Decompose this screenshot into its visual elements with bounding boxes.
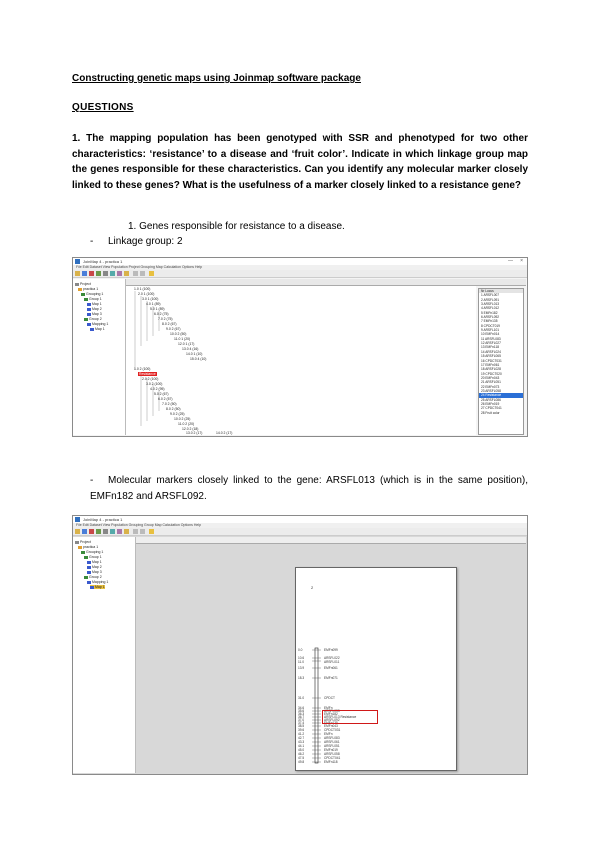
map-position: 18.3 (298, 676, 305, 680)
open-icon[interactable] (75, 271, 80, 276)
map-locus: ARSFL011 (324, 660, 340, 664)
tree-node[interactable]: 12.0 1 (17) (178, 342, 195, 346)
map-position: 42.7 (298, 736, 305, 740)
map-position: 43.3 (298, 740, 305, 744)
tree-item[interactable]: Group 1 (84, 555, 102, 559)
list-item[interactable]: 3 ARSFL013 (481, 302, 500, 307)
map-position: 0.0 (298, 648, 303, 652)
list-item[interactable]: 20 EMFn043 (481, 375, 500, 380)
map-position: 34.6 (298, 706, 305, 710)
markers-text: Molecular markers closely linked to the gene: ARSFL013 (which is in the same position), EMFn182 and ARSFL092. (90, 475, 528, 502)
tree-node[interactable]: 6.0 2 (57) (158, 397, 173, 401)
tree-item[interactable]: Map 2 (87, 307, 102, 311)
tree-node[interactable]: 15.0 4 (10) (190, 357, 207, 361)
joinmap-screenshot-mapchart (72, 515, 528, 775)
open-icon[interactable] (75, 529, 80, 534)
chromosome-bar (315, 648, 318, 763)
map-position: 10.6 (298, 656, 305, 660)
list-item[interactable]: 22 EMFn073 (481, 384, 500, 389)
list-header: Nr Locus (479, 289, 523, 293)
map-locus: CPDCT031 (324, 728, 341, 732)
page-title: Constructing genetic maps using Joinmap software package (72, 73, 361, 84)
map-locus: CPDCT (324, 696, 335, 700)
list-item[interactable]: 23 ARSFL058 (481, 388, 501, 393)
tree-item-selected[interactable]: Map 1 (90, 585, 105, 589)
tree-item[interactable]: Map 1 (87, 560, 102, 564)
map-locus: ARSFL061 (324, 740, 340, 744)
list-item[interactable]: 8 CPDCT019 (481, 323, 500, 328)
tree-node[interactable]: 7.0 2 (50) (162, 402, 177, 406)
map-position: 36.3 (298, 712, 305, 716)
list-item[interactable]: 26 EMFn019 (481, 401, 500, 406)
tree-item[interactable]: Map 2 (87, 565, 102, 569)
close-icon[interactable]: × (520, 258, 523, 264)
tree-node[interactable]: 7.0 2 (75) (158, 317, 173, 321)
tree-node[interactable]: 2.0 2 (100) (142, 377, 159, 381)
list-item[interactable]: 17 EMFn061 (481, 362, 500, 367)
map-locus: ARSFL083 (324, 736, 340, 740)
map-position: 41.2 (298, 732, 305, 736)
save-icon[interactable] (82, 271, 87, 276)
calculate-icon[interactable] (96, 529, 101, 534)
map-locus: EMFn019 (324, 748, 338, 752)
tree-node[interactable]: 8.0 2 (50) (166, 407, 181, 411)
tree-item[interactable]: Map 1 (90, 327, 105, 331)
refresh-icon[interactable] (110, 529, 115, 534)
answer-item-markers (90, 473, 528, 504)
map-locus: ARSFL013 Resistance (324, 715, 357, 719)
options-icon[interactable] (140, 271, 145, 276)
map-locus: ARSFL058 (324, 752, 340, 756)
map-position: 45.0 (298, 748, 305, 752)
tree-item[interactable]: Group 1 (84, 297, 102, 301)
bullet-dash: - (90, 236, 94, 247)
map-position: 49.8 (298, 760, 305, 764)
help-icon[interactable] (149, 271, 154, 276)
tree-node[interactable]: 10.0 2 (50) (170, 332, 187, 336)
resistance-highlight: Resistance (139, 372, 156, 376)
map-position: 37.0 (298, 718, 305, 722)
list-item[interactable]: 27 CPDCT041 (481, 406, 502, 411)
list-item[interactable]: 7 EMFn135 (481, 319, 498, 324)
map-position: 11.0 (298, 660, 304, 664)
list-item[interactable]: 15 ARSFL065 (481, 354, 501, 359)
map-locus: EMFn (324, 706, 333, 710)
list-item[interactable]: 4 ARSFL012 (481, 306, 500, 311)
list-item[interactable]: 9 ARSFL101 (481, 328, 500, 333)
tree-node[interactable]: 1.0 2 (100) (134, 367, 151, 371)
map-locus: EMFn099 (324, 648, 338, 652)
map-position: 31.0 (298, 696, 305, 700)
tree-node[interactable]: 8.0 2 (67) (162, 322, 177, 326)
joinmap-screenshot-grouping (72, 257, 528, 437)
map-locus: ARSFL033 (324, 709, 340, 713)
list-item[interactable]: 14 ARSFL024 (481, 349, 501, 354)
tree-item[interactable]: Project (75, 540, 91, 544)
app-icon (75, 517, 80, 522)
map-position: 46.2 (298, 752, 305, 756)
list-item[interactable]: 5 EMFn182 (481, 310, 498, 315)
tree-node[interactable]: 5.0 2 (67) (154, 392, 169, 396)
window-title: JoinMap 4 - practica 1 (83, 517, 123, 522)
map-position: 35.6 (298, 709, 305, 713)
map-chart-page (295, 567, 457, 771)
tree-item[interactable]: Grouping 1 (81, 292, 103, 296)
tree-node[interactable]: 13.0 2 (17) (186, 431, 203, 435)
tree-item[interactable]: Map 3 (87, 312, 102, 316)
delete-icon[interactable] (89, 529, 94, 534)
map-locus: EMFn182 (324, 712, 338, 716)
help-icon[interactable] (149, 529, 154, 534)
toolbar (73, 270, 527, 278)
list-item[interactable]: 11 ARSFL083 (481, 336, 501, 341)
tree-node[interactable]: 14.0 2 (17) (216, 431, 233, 435)
app-icon (75, 259, 80, 264)
tree-item[interactable]: Grouping 1 (81, 550, 103, 554)
tree-node[interactable]: 4.0 2 (95) (150, 387, 165, 391)
toolbar (73, 528, 527, 536)
map-position: 47.5 (298, 756, 305, 760)
grouping-tree-pane (126, 286, 476, 435)
tree-node[interactable]: 12.0 2 (18) (182, 427, 199, 431)
tab-strip (136, 537, 526, 544)
map-position: 37.4 (298, 721, 305, 725)
list-item[interactable]: 25 ARSFL086 (481, 397, 501, 402)
tree-node[interactable]: 9.0 2 (67) (166, 327, 181, 331)
tree-node[interactable]: 1.0 1 (100) (134, 287, 151, 291)
print-icon[interactable] (103, 529, 108, 534)
tree-node[interactable]: 14.0 1 (10) (186, 352, 203, 356)
map-position: 36.7 (298, 715, 305, 719)
tree-node[interactable]: 4.0 1 (89) (146, 302, 161, 306)
tree-node[interactable]: 3.0 2 (100) (146, 382, 163, 386)
list-item[interactable]: 13 EMFn118 (481, 345, 500, 350)
tree-node[interactable]: 2.0 1 (100) (138, 292, 155, 296)
tree-item[interactable]: Mapping 1 (87, 322, 108, 326)
linkage-group-label: 2 (311, 585, 314, 590)
list-item[interactable]: 19 CPDCT020 (481, 371, 502, 376)
map-locus: ARSFL051 (324, 744, 340, 748)
map-locus: EMFn071 (324, 676, 338, 680)
map-locus: ARSFL022 (324, 656, 340, 660)
save-icon[interactable] (82, 529, 87, 534)
tree-item[interactable]: practica 1 (78, 287, 98, 291)
tree-node[interactable]: 6.0 2 (75) (154, 312, 169, 316)
delete-icon[interactable] (89, 271, 94, 276)
refresh-icon[interactable] (110, 271, 115, 276)
window-title: JoinMap 4 - practica 1 (83, 259, 123, 264)
question-1: 1. The mapping population has been genotyped with SSR and phenotyped for two other characteristics: ‘resistance’ to a disease and ‘fruit color’. Indicate in which linkage group map the genes responsible for these characteristics. Can you identify any molecular marker closely linked to these genes? What is the usefulness of a marker closely linked to a resistance gene? (72, 133, 528, 191)
list-item[interactable]: 1 ARSFL007 (481, 293, 500, 298)
tree-node[interactable]: 13.0 4 (16) (182, 347, 199, 351)
tree-item[interactable]: Map 1 (87, 302, 102, 306)
project-tree (73, 537, 136, 773)
group-icon[interactable] (117, 271, 122, 276)
tree-node[interactable]: 10.0 2 (25) (174, 417, 191, 421)
list-item[interactable]: 6 ARSFL092 (481, 315, 500, 320)
list-item[interactable]: 10 EMFn014 (481, 332, 500, 337)
tree-node-highlighted[interactable] (138, 372, 157, 376)
zoom-icon[interactable] (133, 529, 138, 534)
tree-item[interactable]: Mapping 1 (87, 580, 108, 584)
list-item[interactable]: 12 ARSFL027 (481, 341, 501, 346)
linkage-group-text: Linkage group: 2 (108, 236, 183, 247)
questions-heading: QUESTIONS (72, 102, 134, 113)
list-item[interactable]: 28 Fruit color (481, 410, 500, 415)
list-item[interactable]: 21 ARSFL051 (481, 380, 501, 385)
tree-item[interactable]: Group 2 (84, 575, 102, 579)
locus-list[interactable] (478, 288, 524, 435)
bullet-dash: - (90, 475, 94, 486)
map-position: 13.9 (298, 666, 305, 670)
tree-item[interactable]: Group 2 (84, 317, 102, 321)
map-locus: EMFn (324, 732, 333, 736)
map-position: 39.6 (298, 728, 305, 732)
list-item[interactable]: 16 CPDCT031 (481, 358, 502, 363)
highlight-box (322, 710, 378, 724)
minimize-icon[interactable]: — (508, 258, 513, 264)
map-icon[interactable] (124, 271, 129, 276)
map-position: 38.5 (298, 724, 305, 728)
map-icon[interactable] (124, 529, 129, 534)
window-titlebar (73, 258, 527, 265)
map-position: 44.1 (298, 744, 305, 748)
list-item-selected[interactable]: 24 Resistance (479, 393, 523, 397)
map-locus: ARSFL092 (324, 718, 340, 722)
tree-node[interactable]: 9.0 2 (25) (170, 412, 185, 416)
tree-node[interactable]: 11.0 2 (20) (178, 422, 195, 426)
menu-bar[interactable]: File Edit Dataset View Population Project Grouping Map Calculation Options Help (73, 265, 527, 270)
map-locus: EMFn043 (324, 724, 338, 728)
tree-item[interactable]: Project (75, 282, 91, 286)
tree-item[interactable]: Map 3 (87, 570, 102, 574)
map-locus: CPDCT041 (324, 756, 341, 760)
options-icon[interactable] (140, 529, 145, 534)
tree-item[interactable]: practica 1 (78, 545, 98, 549)
tree-node[interactable]: 11.0 1 (20) (174, 337, 191, 341)
menu-bar[interactable]: File Edit Dataset View Population Grouping Group Map Calculation Options Help (73, 523, 527, 528)
tree-node[interactable]: 3.0 1 (100) (142, 297, 159, 301)
group-icon[interactable] (117, 529, 122, 534)
window-titlebar (73, 516, 527, 523)
project-tree (73, 279, 126, 435)
answer-item-genes: 1. Genes responsible for resistance to a disease. (128, 221, 345, 232)
answer-item-linkage-group (90, 236, 183, 247)
tree-node[interactable]: 5.0 1 (89) (150, 307, 165, 311)
list-item[interactable]: 2 ARSFL091 (481, 297, 500, 302)
linkage-map-chart (296, 568, 456, 770)
tab-strip (126, 279, 526, 286)
list-item[interactable]: 18 ARSFL028 (481, 367, 501, 372)
calculate-icon[interactable] (96, 271, 101, 276)
map-locus: EMFn135 (324, 721, 338, 725)
map-locus: EMFn061 (324, 666, 338, 670)
map-locus: EMFn118 (324, 760, 338, 764)
zoom-icon[interactable] (133, 271, 138, 276)
print-icon[interactable] (103, 271, 108, 276)
